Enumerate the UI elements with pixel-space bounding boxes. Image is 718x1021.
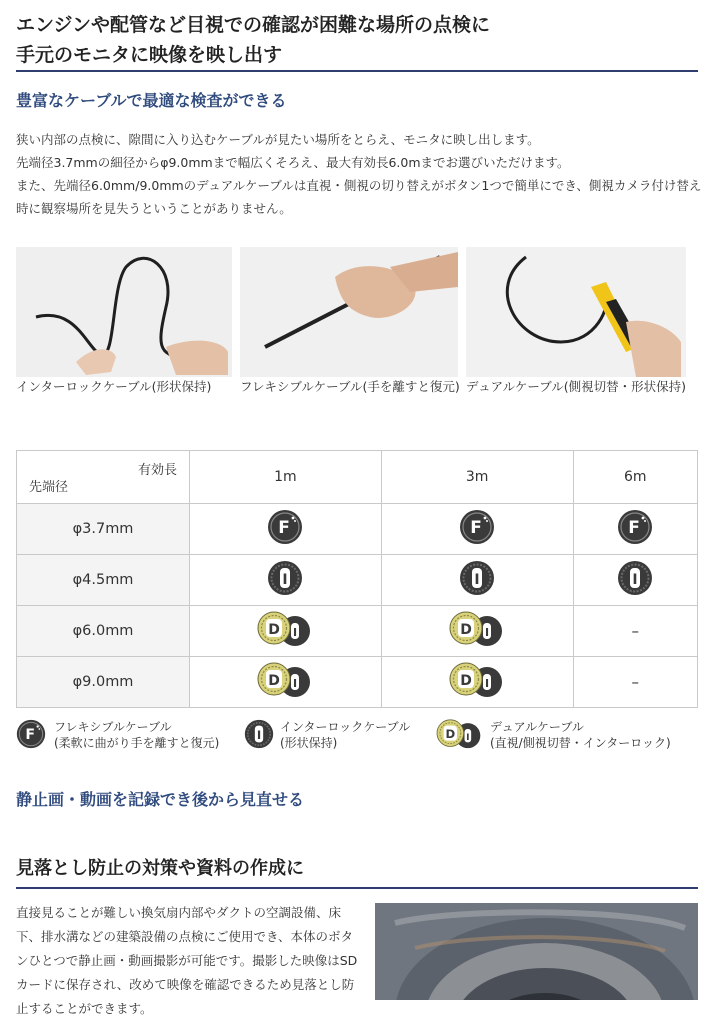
section1-paragraph-2: 先端径3.7mmの細径からφ9.0mmまで幅広くそろえ、最大有効長6.0mまでお選びいただけます。 xyxy=(16,155,570,170)
legend-dual xyxy=(436,717,698,757)
column-header-6m: 6m xyxy=(573,451,698,504)
flexible-cable-photo xyxy=(240,247,458,377)
dual-cable-icon xyxy=(381,606,573,657)
page-heading-line1: エンジンや配管など目視での確認が困難な場所の点検に xyxy=(16,14,491,36)
effective-length-header: 有効長 xyxy=(137,463,177,478)
svg-text:F: F xyxy=(470,518,482,538)
dual-cable-icon xyxy=(190,657,382,708)
flexible-cable-caption: フレキシブルケーブル(手を離すと復元) xyxy=(240,379,460,394)
legend-flexible-name: フレキシブルケーブル xyxy=(54,720,172,734)
svg-text:I: I xyxy=(293,677,298,690)
dual-cable-icon xyxy=(381,657,573,708)
cable-spec-table xyxy=(16,450,698,708)
table-row xyxy=(17,555,698,606)
heading-divider xyxy=(16,70,698,72)
row-label: φ9.0mm xyxy=(17,657,190,708)
legend-interlock xyxy=(244,717,434,757)
column-header-1m: 1m xyxy=(190,451,382,504)
legend-interlock-icon xyxy=(244,719,274,753)
interlock-cable-icon xyxy=(190,555,382,606)
svg-text:I: I xyxy=(485,677,490,690)
legend-dual-desc: (直視/側視切替・インターロック) xyxy=(490,736,671,750)
legend-interlock-name: インターロックケーブル xyxy=(280,720,411,734)
table-row xyxy=(17,606,698,657)
tip-diameter-header: 先端径 xyxy=(29,480,69,495)
legend-dual-icon xyxy=(436,719,483,753)
dual-cable-icon xyxy=(190,606,382,657)
svg-text:F: F xyxy=(628,518,641,538)
section2-title: 静止画・動画を記録でき後から見直せる xyxy=(16,790,305,809)
table-row xyxy=(17,504,698,555)
flexible-cable-icon xyxy=(573,504,698,555)
svg-text:D: D xyxy=(460,673,472,689)
svg-text:F: F xyxy=(278,518,291,538)
page-heading-line2: 手元のモニタに映像を映し出す xyxy=(16,44,283,66)
flexible-cable-icon xyxy=(190,504,382,555)
section3-title: 見落とし防止の対策や資料の作成に xyxy=(16,858,304,879)
section3-body: 直接見ることが難しい換気扇内部やダクトの空調設備、床下、排水溝などの建築設備の点検にご使用でき、本体のボタンひとつで静止画・動画撮影が可能です。撮影した映像はSDカードに保存され、改めて映像を確認できるため見落とし防止することができます。 xyxy=(16,905,358,1016)
svg-text:F: F xyxy=(25,727,36,743)
row-label: φ3.7mm xyxy=(17,504,190,555)
interlock-cable-icon xyxy=(381,555,573,606)
row-label: φ4.5mm xyxy=(17,555,190,606)
row-label: φ6.0mm xyxy=(17,606,190,657)
unavailable-dash: – xyxy=(573,657,698,708)
section1-body xyxy=(16,128,702,220)
legend-flexible-icon xyxy=(16,719,46,753)
svg-text:D: D xyxy=(445,727,456,742)
svg-text:I: I xyxy=(256,728,262,742)
table-row xyxy=(17,657,698,708)
interlock-cable-icon xyxy=(573,555,698,606)
flexible-cable-icon xyxy=(381,504,573,555)
dual-cable-caption: デュアルケーブル(側視切替・形状保持) xyxy=(466,379,687,394)
svg-text:I: I xyxy=(282,572,288,588)
svg-text:I: I xyxy=(474,572,480,588)
section3-divider xyxy=(16,887,698,889)
unavailable-dash: – xyxy=(573,606,698,657)
legend-flexible-desc: (柔軟に曲がり手を離すと復元) xyxy=(54,736,220,750)
table-corner-cell xyxy=(17,451,190,504)
svg-text:I: I xyxy=(485,626,490,639)
svg-text:I: I xyxy=(466,731,470,743)
svg-text:D: D xyxy=(268,673,281,689)
legend-interlock-desc: (形状保持) xyxy=(280,736,338,750)
svg-text:D: D xyxy=(268,622,281,638)
table-header-row xyxy=(17,451,698,504)
section1-title: 豊富なケーブルで最適な検査ができる xyxy=(16,91,287,110)
interlock-cable-photo xyxy=(16,247,232,377)
svg-text:I: I xyxy=(293,626,298,639)
interlock-cable-caption: インターロックケーブル(形状保持) xyxy=(16,379,212,394)
duct-interior-photo xyxy=(375,903,698,1000)
dual-cable-photo xyxy=(466,247,686,377)
section1-paragraph-1: 狭い内部の点検に、隙間に入り込むケーブルが見たい場所をとらえ、モニタに映し出します。 xyxy=(16,132,540,147)
column-header-3m: 3m xyxy=(381,451,573,504)
legend-flexible xyxy=(16,717,246,757)
section1-paragraph-3: また、先端径6.0mm/9.0mmのデュアルケーブルは直視・側視の切り替えがボタン1つで簡単にでき、側視カメラ付け替え時に観察場所を見失うということがありません。 xyxy=(16,178,702,216)
svg-text:D: D xyxy=(460,622,472,638)
page-heading xyxy=(16,10,706,70)
legend-dual-name: デュアルケーブル xyxy=(490,720,584,734)
svg-text:I: I xyxy=(632,572,638,588)
